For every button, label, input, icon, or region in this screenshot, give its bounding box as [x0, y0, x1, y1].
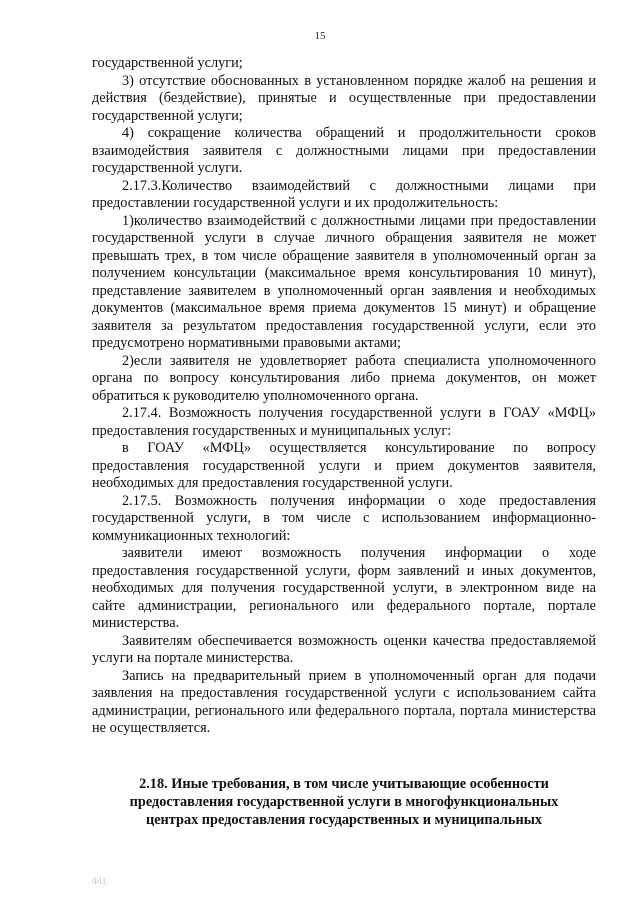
heading-line: центрах предоставления государственных и муниципальных	[145, 812, 543, 828]
section-heading-2-18	[92, 775, 596, 829]
heading-line: 2.18. Иные требования, в том числе учитывающие особенности	[139, 776, 549, 792]
paragraph-item-4: 4) сокращение количества обращений и продолжительности сроков взаимодействия заявителя с должностными лицами при предоставлении государственной услуги.	[92, 125, 596, 176]
page-number: 15	[314, 30, 326, 42]
paragraph-quality-evaluation: Заявителям обеспечивается возможность оценки качества предоставляемой услуги на портале министерства.	[92, 632, 596, 666]
heading-line: предоставления государственной услуги в многофункциональных	[129, 794, 559, 810]
paragraph-applicants-info: заявители имеют возможность получения информации о ходе предоставления государственной услуги, форм заявлений и иных документов, необходимых для получения государственной услуги, в электронном виде на сайте администрации, регионального или федерального портале, портале министерства.	[92, 545, 596, 631]
paragraph-item-3: 3) отсутствие обоснованных в установленном порядке жалоб на решения и действия (бездействие), принятые и осуществленные при предоставлении государственной услуги;	[92, 72, 596, 124]
paragraph-continuation: государственной услуги;	[92, 55, 243, 71]
paragraph-2-17-4: 2.17.4. Возможность получения государственной услуги в ГОАУ «МФЦ» предоставления государственных и муниципальных услуг:	[92, 405, 596, 439]
scan-artifact-text: ФЦ	[92, 876, 106, 886]
paragraph-2-17-3: 2.17.3.Количество взаимодействий с должностными лицами при предоставлении государственной услуги и их продолжительность:	[92, 177, 596, 211]
body-text	[92, 55, 596, 738]
paragraph-interactions-2: 2)если заявителя не удовлетворяет работа специалиста уполномоченного органа по вопросу консультирования либо приема документов, он может обратиться к руководителю уполномоченного органа.	[92, 352, 596, 404]
paragraph-interactions-1: 1)количество взаимодействий с должностными лицами при предоставлении государственной услуги в случае личного обращения заявителя не может превышать трех, в том числе обращение заявителя в уполномоченный орган за получением консультации (максимальное время консультирования 10 минут), представление заявителем в уполномоченный орган заявления и необходимых документов (максимальное время приема документов 15 минут) и обращение заявителя за результатом предоставления государственной услуги, если это предусмотрено нормативными правовыми актами;	[92, 212, 596, 351]
paragraph-mfc-consulting: в ГОАУ «МФЦ» осуществляется консультирование по вопросу предоставления государственной услуги и прием документов заявителя, необходимых для предоставления государственной услуги.	[92, 440, 596, 491]
paragraph-2-17-5: 2.17.5. Возможность получения информации о ходе предоставления государственной услуги, в том числе с использованием информационно-коммуникационных технологий:	[92, 492, 596, 544]
paragraph-appointment: Запись на предварительный прием в уполномоченный орган для подачи заявления на предоставления государственной услуги с использованием сайта администрации, регионального или федерального портала, портала министерства не осуществляется.	[92, 667, 596, 736]
